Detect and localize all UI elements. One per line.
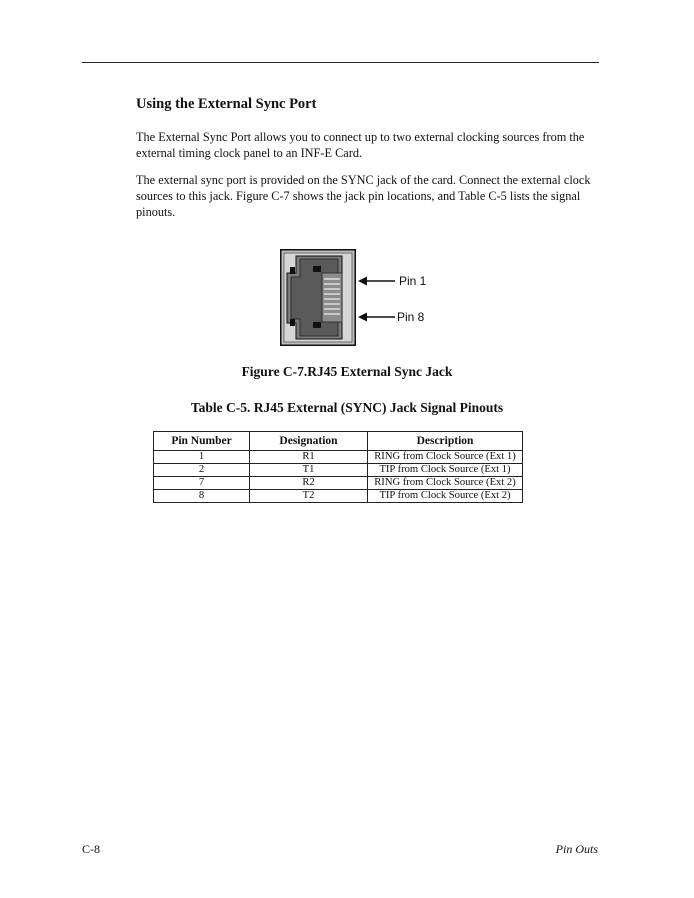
- description-cell: RING from Clock Source (Ext 1): [368, 451, 523, 464]
- header-rule: [82, 62, 599, 63]
- pin-number-cell: 8: [154, 490, 250, 503]
- page-number: C-8: [82, 842, 100, 856]
- pin1-arrow: [358, 275, 396, 287]
- pin8-arrow: [358, 311, 396, 323]
- intro-paragraph: The External Sync Port allows you to connect up to two external clocking sources from the external timing clock panel to an INF-E Card.: [136, 130, 585, 160]
- designation-cell: R2: [250, 477, 368, 490]
- pin-number-cell: 7: [154, 477, 250, 490]
- header-designation: Designation: [250, 432, 368, 451]
- pin8-label: Pin 8: [397, 310, 425, 324]
- table-row: [154, 490, 523, 503]
- table-row: [154, 477, 523, 490]
- header-pin-number: Pin Number: [154, 432, 250, 451]
- pin1-label: Pin 1: [399, 274, 427, 288]
- table-header-row: [154, 432, 523, 451]
- pinout-table: [153, 431, 523, 503]
- designation-cell: R1: [250, 451, 368, 464]
- rj45-jack-illustration: [280, 249, 356, 346]
- header-description: Description: [368, 432, 523, 451]
- pin-number-cell: 2: [154, 464, 250, 477]
- section-heading: Using the External Sync Port: [136, 96, 317, 112]
- description-cell: TIP from Clock Source (Ext 1): [368, 464, 523, 477]
- table-caption: Table C-5. RJ45 External (SYNC) Jack Signal Pinouts: [190, 400, 504, 415]
- pin-number-cell: 1: [154, 451, 250, 464]
- description-cell: TIP from Clock Source (Ext 2): [368, 490, 523, 503]
- figure-caption: Figure C-7.RJ45 External Sync Jack: [241, 364, 453, 379]
- jack-paragraph: The external sync port is provided on the SYNC jack of the card. Connect the external clock sources to this jack. Figure C-7 shows the jack pin locations, and Table C-5 lists the signal pinouts.: [136, 173, 591, 219]
- description-cell: RING from Clock Source (Ext 2): [368, 477, 523, 490]
- designation-cell: T2: [250, 490, 368, 503]
- chapter-title: Pin Outs: [555, 842, 598, 856]
- designation-cell: T1: [250, 464, 368, 477]
- table-row: [154, 451, 523, 464]
- table-row: [154, 464, 523, 477]
